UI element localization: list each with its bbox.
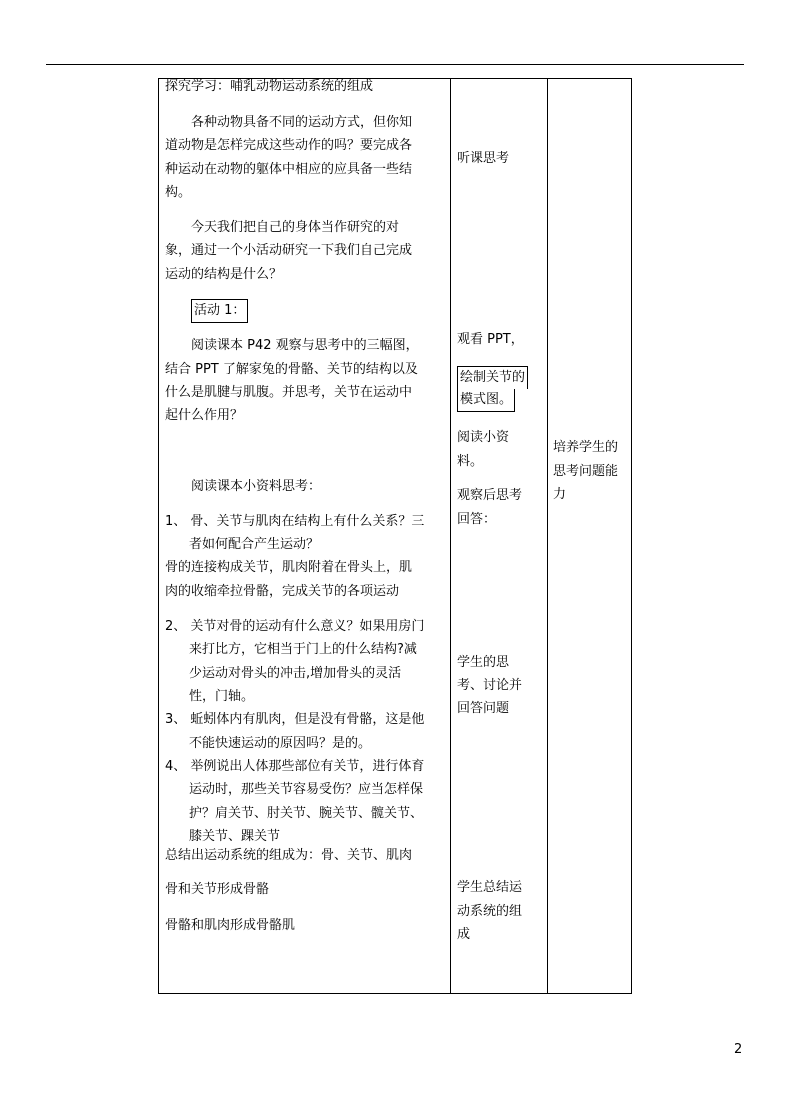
read-note: 阅读小资	[457, 430, 510, 445]
reading-line: 什么是肌腱与肌腹。并思考，关节在运动中	[165, 385, 413, 400]
conclude-note: 学生总结运	[457, 880, 523, 895]
intro-line: 构。	[165, 185, 192, 200]
reading-line: 阅读课本 P42 观察与思考中的三幅图，	[191, 338, 419, 353]
question-3: 3、 蚯蚓体内有肌肉，但是没有骨骼，这是他	[165, 712, 425, 727]
answer-1: 骨的连接构成关节，肌肉附着在骨头上，肌	[165, 560, 413, 575]
question-3: 不能快速运动的原因吗？是的。	[189, 736, 372, 751]
student-activity-column	[451, 79, 547, 993]
question-4: 护？肩关节、肘关节、腕关节、髋关节、	[189, 806, 424, 821]
goal-note: 力	[553, 487, 567, 502]
discuss-note: 回答问题	[457, 701, 510, 716]
watch-note: 观看 PPT，	[457, 332, 524, 347]
intro-line: 道动物是怎样完成这些动作的吗？要完成各	[165, 138, 413, 153]
design-intent-column	[548, 79, 632, 993]
summary: 总结出运动系统的组成为：骨、关节、肌肉	[165, 848, 413, 863]
teacher-activity-column	[159, 79, 450, 993]
reading-line: 起什么作用？	[165, 408, 244, 423]
summary-muscle: 骨骼和肌肉形成骨骼肌	[165, 918, 296, 933]
activity-label: 活动 1：	[191, 299, 248, 323]
discuss-note: 考、讨论并	[457, 678, 523, 693]
question-4: 4、 举例说出人体那些部位有关节，进行体育	[165, 759, 425, 774]
question-2: 少运动对骨头的冲击,增加骨头的灵活	[189, 666, 402, 681]
draw-note: 绘制关节的	[457, 366, 528, 389]
observe-note: 回答：	[457, 512, 497, 527]
question-2: 性，门轴。	[189, 689, 255, 704]
today-line: 象，通过一个小活动研究一下我们自己完成	[165, 243, 413, 258]
answer-1: 肉的收缩牵拉骨骼，完成关节的各项运动	[165, 584, 400, 599]
goal-note: 思考问题能	[553, 464, 619, 479]
header-rule	[46, 64, 744, 65]
draw-note: 模式图。	[457, 389, 515, 412]
section-heading: 探究学习：哺乳动物运动系统的组成	[165, 79, 374, 94]
question-1: 者如何配合产生运动？	[189, 537, 320, 552]
observe-note: 观察后思考	[457, 488, 523, 503]
intro-line: 各种动物具备不同的运动方式，但你知	[191, 115, 413, 130]
question-2: 来打比方，它相当于门上的什么结构?减	[189, 642, 417, 657]
lesson-table	[158, 78, 632, 994]
listen-note: 听课思考	[457, 151, 510, 166]
material-prompt: 阅读课本小资料思考：	[191, 479, 322, 494]
conclude-note: 动系统的组	[457, 904, 523, 919]
page-number: 2	[734, 1042, 743, 1057]
question-4: 运动时，那些关节容易受伤？应当怎样保	[189, 782, 424, 797]
reading-line: 结合 PPT 了解家兔的骨骼、关节的结构以及	[165, 362, 418, 377]
discuss-note: 学生的思	[457, 655, 510, 670]
today-line: 运动的结构是什么？	[165, 267, 283, 282]
read-note: 料。	[457, 454, 484, 469]
question-4: 膝关节、踝关节	[189, 829, 281, 844]
summary-skeleton: 骨和关节形成骨骼	[165, 882, 270, 897]
question-2: 2、 关节对骨的运动有什么意义？如果用房门	[165, 619, 425, 634]
conclude-note: 成	[457, 927, 471, 942]
today-line: 今天我们把自己的身体当作研究的对	[191, 220, 400, 235]
question-1: 1、 骨、关节与肌肉在结构上有什么关系？三	[165, 514, 425, 529]
intro-line: 种运动在动物的躯体中相应的应具备一些结	[165, 162, 413, 177]
goal-note: 培养学生的	[553, 440, 619, 455]
